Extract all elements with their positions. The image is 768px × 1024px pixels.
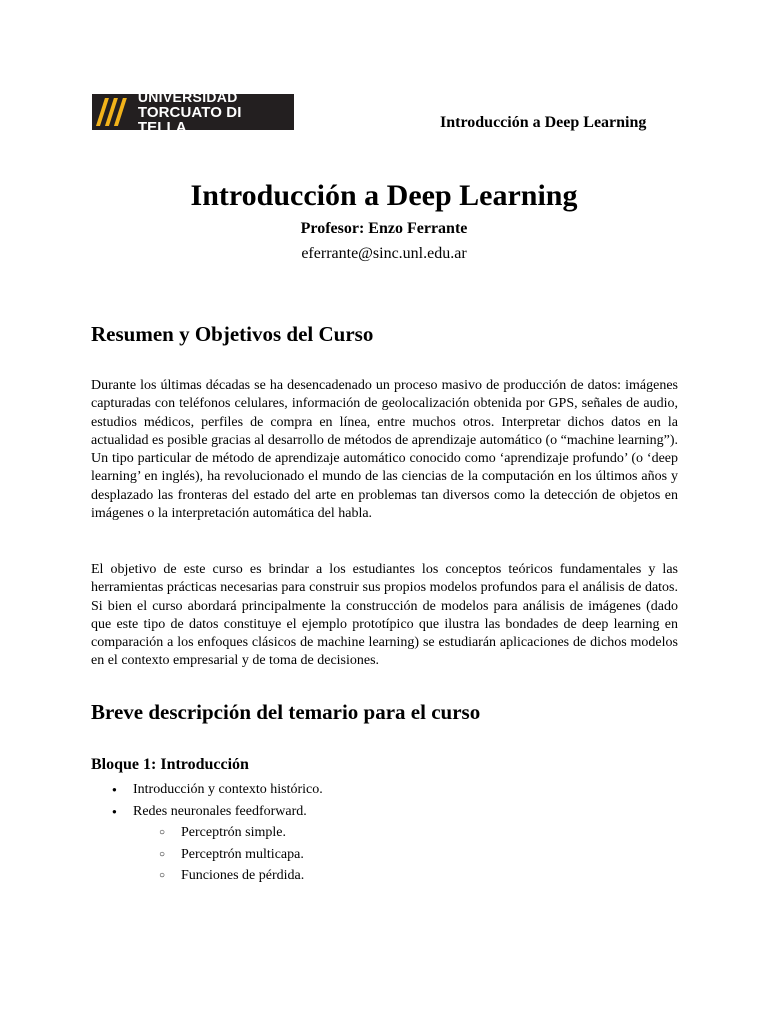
- section-heading-summary: Resumen y Objetivos del Curso: [91, 322, 374, 346]
- header-course-name: Introducción a Deep Learning: [440, 114, 647, 131]
- sub-list-item: ○ Perceptrón multicapa.: [91, 844, 323, 866]
- sub-list-item: ○ Perceptrón simple.: [91, 822, 323, 844]
- logo-text: [138, 90, 294, 135]
- logo-line-1: UNIVERSIDAD: [137, 88, 238, 105]
- summary-paragraph-2: El objetivo de este curso es brindar a los estudiantes los conceptos teóricos fundamentales y las herramientas prácticas necesarias para construir sus propios modelos profundos para el análisis de datos. Si bien el curso abordará principalmente la construcción de modelos para análisis de imágenes (dado que este tipo de datos constituye el ejemplo prototípico que ilustra las bondades de deep learning en comparación a los enfoques clásicos de machine learning) se estudiarán aplicaciones de dichos modelos en el contexto empresarial y de toma de decisiones.: [91, 562, 678, 669]
- sub-list-item: ○ Funciones de pérdida.: [91, 865, 323, 887]
- block-title: Bloque 1: Introducción: [91, 756, 249, 773]
- professor-line: Profesor: Enzo Ferrante: [300, 220, 468, 237]
- university-logo: [92, 88, 294, 136]
- list-item: ● Redes neuronales feedforward.: [91, 801, 323, 823]
- logo-line-2: TORCUATO DI TELLA: [137, 103, 242, 136]
- section-heading-syllabus: Breve descripción del temario para el curso: [91, 700, 481, 724]
- summary-paragraph-1: Durante los últimas décadas se ha desencadenado un proceso masivo de producción de datos: imágenes capturadas con teléfonos celulares, información de geolocalización obtenida por GPS, señales de audio, estudios médicos, perfiles de compra en línea, entre muchos otros. Interpretar dichos datos en la actualidad es posible gracias al desarrollo de métodos de aprendizaje automático (o “machine learning”). Un tipo particular de método de aprendizaje automático conocido como ‘aprendizaje profundo’ (o ‘deep learning’ en inglés), ha revolucionado el mundo de las ciencias de la computación en los últimos años y desplazado las fronteras del estado del arte en problemas tan diversos como la detección de objetos en imágenes o la interpretación automática del habla.: [91, 378, 678, 522]
- professor-email: eferrante@sinc.unl.edu.ar: [301, 245, 467, 262]
- list-item: ● Introducción y contexto histórico.: [91, 779, 323, 801]
- syllabus-list: [91, 779, 323, 887]
- document-title: Introducción a Deep Learning: [190, 179, 578, 212]
- logo-stripes-icon: [92, 94, 132, 130]
